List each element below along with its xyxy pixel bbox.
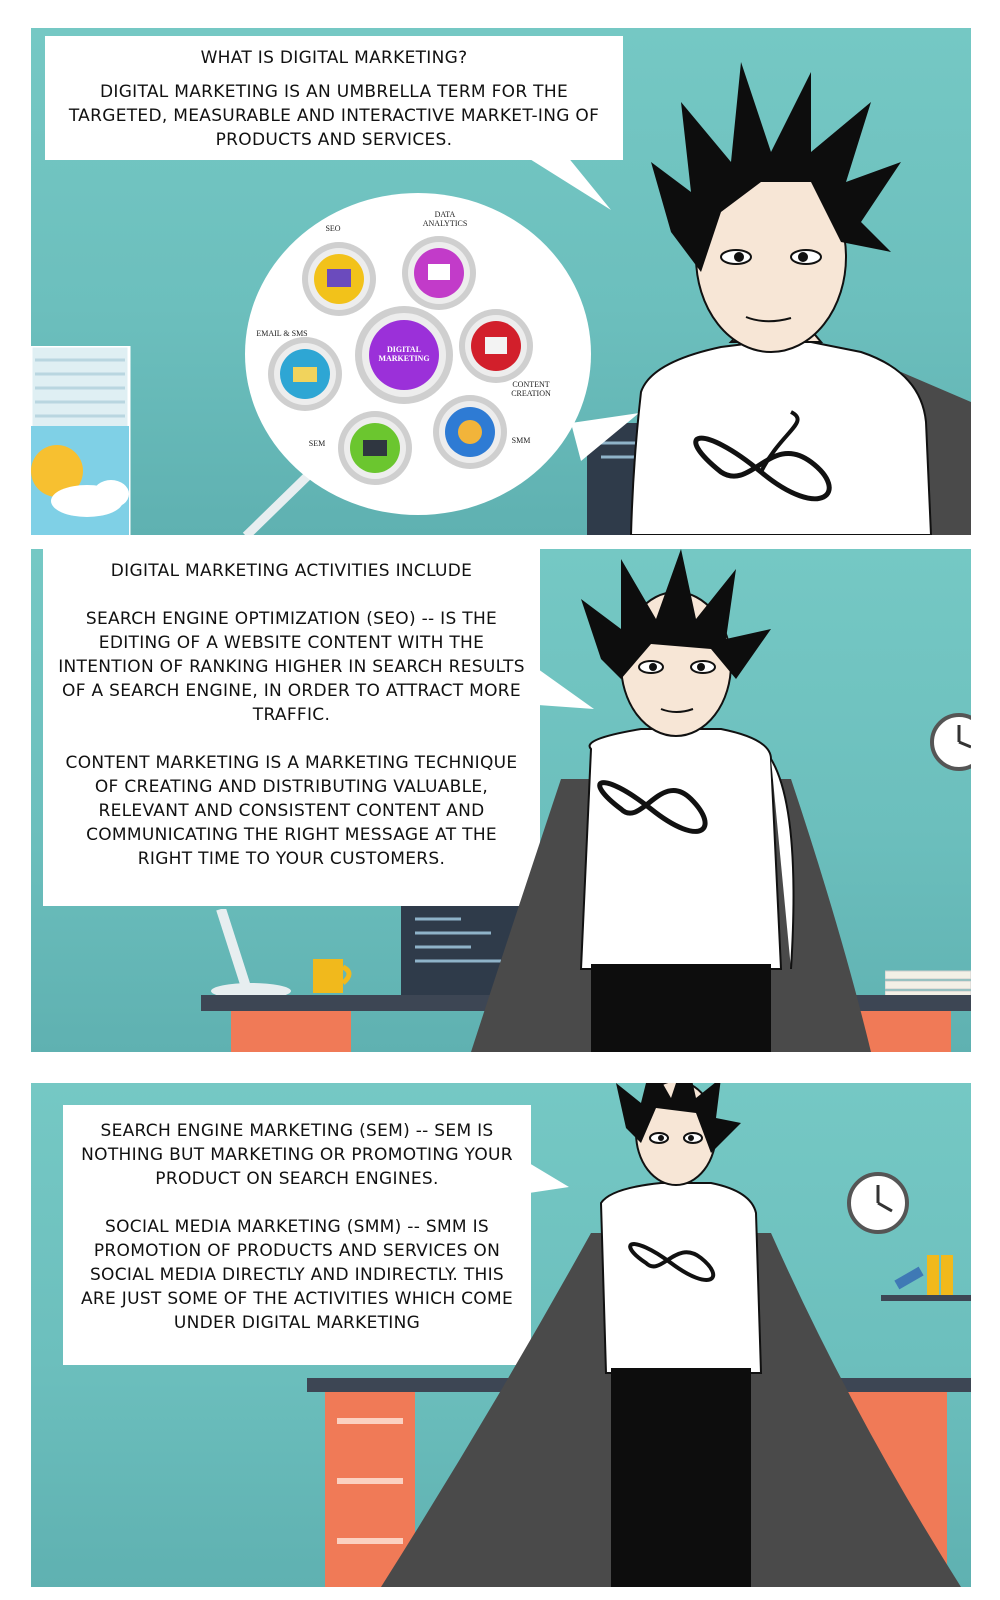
wheel-label-seo: SEO: [325, 224, 341, 233]
wheel-label-email-sms: EMAIL & SMS: [256, 329, 308, 338]
mug-illustration: [309, 949, 357, 997]
wheel-label-data-analytics: DATA ANALYTICS: [422, 210, 468, 228]
comic-panel-2: [31, 549, 971, 1052]
speech-bubble-activities: [43, 549, 540, 906]
wheel-label-smm: SMM: [511, 436, 531, 445]
smm-icon: [432, 394, 508, 470]
sem-icon: [337, 410, 413, 486]
lamp-illustration-2: [201, 909, 311, 999]
window-illustration: [31, 346, 131, 535]
hero-character-3: [371, 1083, 971, 1587]
clock-icon: [929, 707, 971, 777]
intro-body: DIGITAL MARKETING IS AN UMBRELLA TERM FOR THE TARGETED, MEASURABLE AND INTERACTIVE MARKET-ING OF PRODUCTS AND SERVICES.: [68, 82, 600, 150]
smm-definition: SOCIAL MEDIA MARKETING (SMM) -- SMM IS PROMOTION OF PRODUCTS AND SERVICES ON SOCIAL MEDIA DIRECTLY AND INDIRECTLY. THIS ARE JUST SOME OF THE ACTIVITIES WHICH COME UNDER DIGITAL MARKETING: [81, 1217, 513, 1333]
content-creation-icon: [458, 308, 534, 384]
speech-tail: [525, 156, 615, 212]
speech-bubble-intro: [45, 36, 623, 160]
seo-icon: [301, 241, 377, 317]
content-marketing-definition: CONTENT MARKETING IS A MARKETING TECHNIQUE OF CREATING AND DISTRIBUTING VALUABLE, RELEVANT AND CONSISTENT CONTENT AND COMMUNICATING THE RIGHT MESSAGE AT THE RIGHT TIME TO YOUR CUSTOMERS.: [65, 753, 518, 869]
activities-heading: DIGITAL MARKETING ACTIVITIES INCLUDE: [110, 561, 473, 581]
email-sms-icon: [267, 336, 343, 412]
wheel-label-sem: SEM: [308, 439, 326, 448]
wheel-label-content-creation: CONTENT CREATION: [511, 380, 551, 398]
comic-panel-3: [31, 1083, 971, 1587]
wheel-center-label: DIGITAL MARKETING: [378, 345, 430, 363]
seo-definition: SEARCH ENGINE OPTIMIZATION (SEO) -- IS THE EDITING OF A WEBSITE CONTENT WITH THE INTENTION OF RANKING HIGHER IN SEARCH RESULTS OF A SEARCH ENGINE, IN ORDER TO ATTRACT MORE TRAFFIC.: [58, 609, 525, 725]
hero-character: [611, 42, 971, 535]
data-analytics-icon: [401, 235, 477, 311]
intro-heading: WHAT IS DIGITAL MARKETING?: [200, 48, 468, 68]
sem-definition: SEARCH ENGINE MARKETING (SEM) -- SEM IS NOTHING BUT MARKETING OR PROMOTING YOUR PRODUCT ON SEARCH ENGINES.: [81, 1121, 513, 1189]
comic-panel-1: [31, 28, 971, 535]
hero-character-2: [471, 549, 911, 1052]
